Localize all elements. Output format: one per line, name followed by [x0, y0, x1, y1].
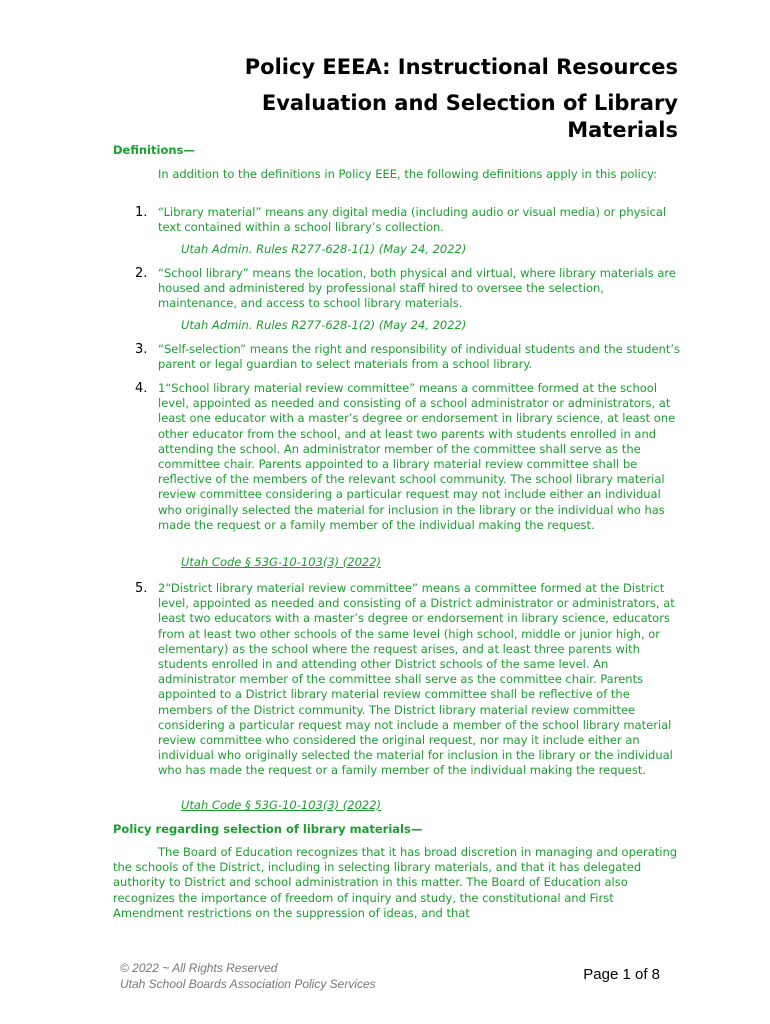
footer-copyright: © 2022 ~ All Rights Reserved	[120, 961, 278, 975]
item-text: “Library material” means any digital media (including audio or visual media) or physical text contained within a school library’s collection.	[158, 205, 667, 235]
page-number: Page 1 of 8	[583, 966, 660, 983]
item-number: 2.	[135, 266, 148, 281]
policy-heading: Policy regarding selection of library materials—	[113, 822, 423, 836]
footer-copyright-block	[120, 960, 376, 992]
item-text: “Self-selection” means the right and responsibility of individual students and the student’s parent or legal guardian to select materials from a school library.	[158, 342, 680, 372]
page-title-line2: Evaluation and Selection of Library Materials	[261, 91, 678, 142]
item-number: 4.	[135, 381, 148, 396]
definitions-heading: Definitions—	[113, 143, 195, 157]
item-text: 1“School library material review committee” means a committee formed at the school level, appointed as needed and consisting of a school administrator or administrators, at least one educator with a master’s degree or endorsement in library science, at least one other educator from the school, and at least two parents with students enrolled in and attending the school. An administrator member of the committee shall serve as the committee chair. Parents appointed to a library material review committee shall be reflective of the members of the relevant school community. The school library material review committee considering a particular request may not include either an individual who originally selected the material for inclusion in the library or the individual who has made the request or a family member of the individual making the request.	[158, 381, 676, 532]
definition-item-3	[113, 342, 683, 372]
page-title-line1: Policy EEEA: Instructional Resources	[244, 55, 678, 79]
item-number: 1.	[135, 205, 148, 220]
definition-item-5	[113, 581, 683, 779]
definition-item-1	[113, 205, 683, 235]
item-number: 5.	[135, 581, 148, 596]
item-number: 3.	[135, 342, 148, 357]
citation: Utah Admin. Rules R277-628-1(2) (May 24, 2022)	[181, 318, 467, 332]
citation-link[interactable]: Utah Code § 53G-10-103(3) (2022)	[181, 555, 382, 569]
definition-item-4	[113, 381, 683, 533]
policy-text: The Board of Education recognizes that it has broad discretion in managing and operating the schools of the District, including in selecting library materials, and that it has delegated authority to District and school administration in this matter. The Board of Education also recognizes the importance of freedom of inquiry and study, the constitutional and First Amendment restrictions on the suppression of ideas, and that	[113, 845, 678, 920]
item-text: “School library” means the location, both physical and virtual, where library materials are housed and administered by professional staff hired to oversee the selection, maintenance, and access to school library materials.	[158, 266, 676, 311]
definition-item-2	[113, 266, 683, 312]
citation: Utah Admin. Rules R277-628-1(1) (May 24, 2022)	[181, 242, 467, 256]
definitions-intro: In addition to the definitions in Policy EEE, the following definitions apply in this policy:	[158, 167, 657, 181]
footer-org: Utah School Boards Association Policy Services	[120, 977, 376, 991]
citation-link[interactable]: Utah Code § 53G-10-103(3) (2022)	[181, 798, 382, 812]
item-text: 2“District library material review committee” means a committee formed at the District level, appointed as needed and consisting of a District administrator or administrators, at least two educators with a master’s degree or endorsement in library science, educators from at least two other schools of the same level (high school, middle or junior high, or elementary) as the school where the request arises, and at least three parents with students enrolled in and attending other District schools of the same level. An administrator member of the committee shall serve as the committee chair. Parents appointed to a District library material review committee shall be reflective of the members of the District community. The District library material review committee considering a particular request may not include a member of the school library material review committee who considered the original request, nor may it include either an individual who originally selected the material for inclusion in the library or the individual who has made the request or a family member of the individual making the request.	[158, 581, 675, 778]
